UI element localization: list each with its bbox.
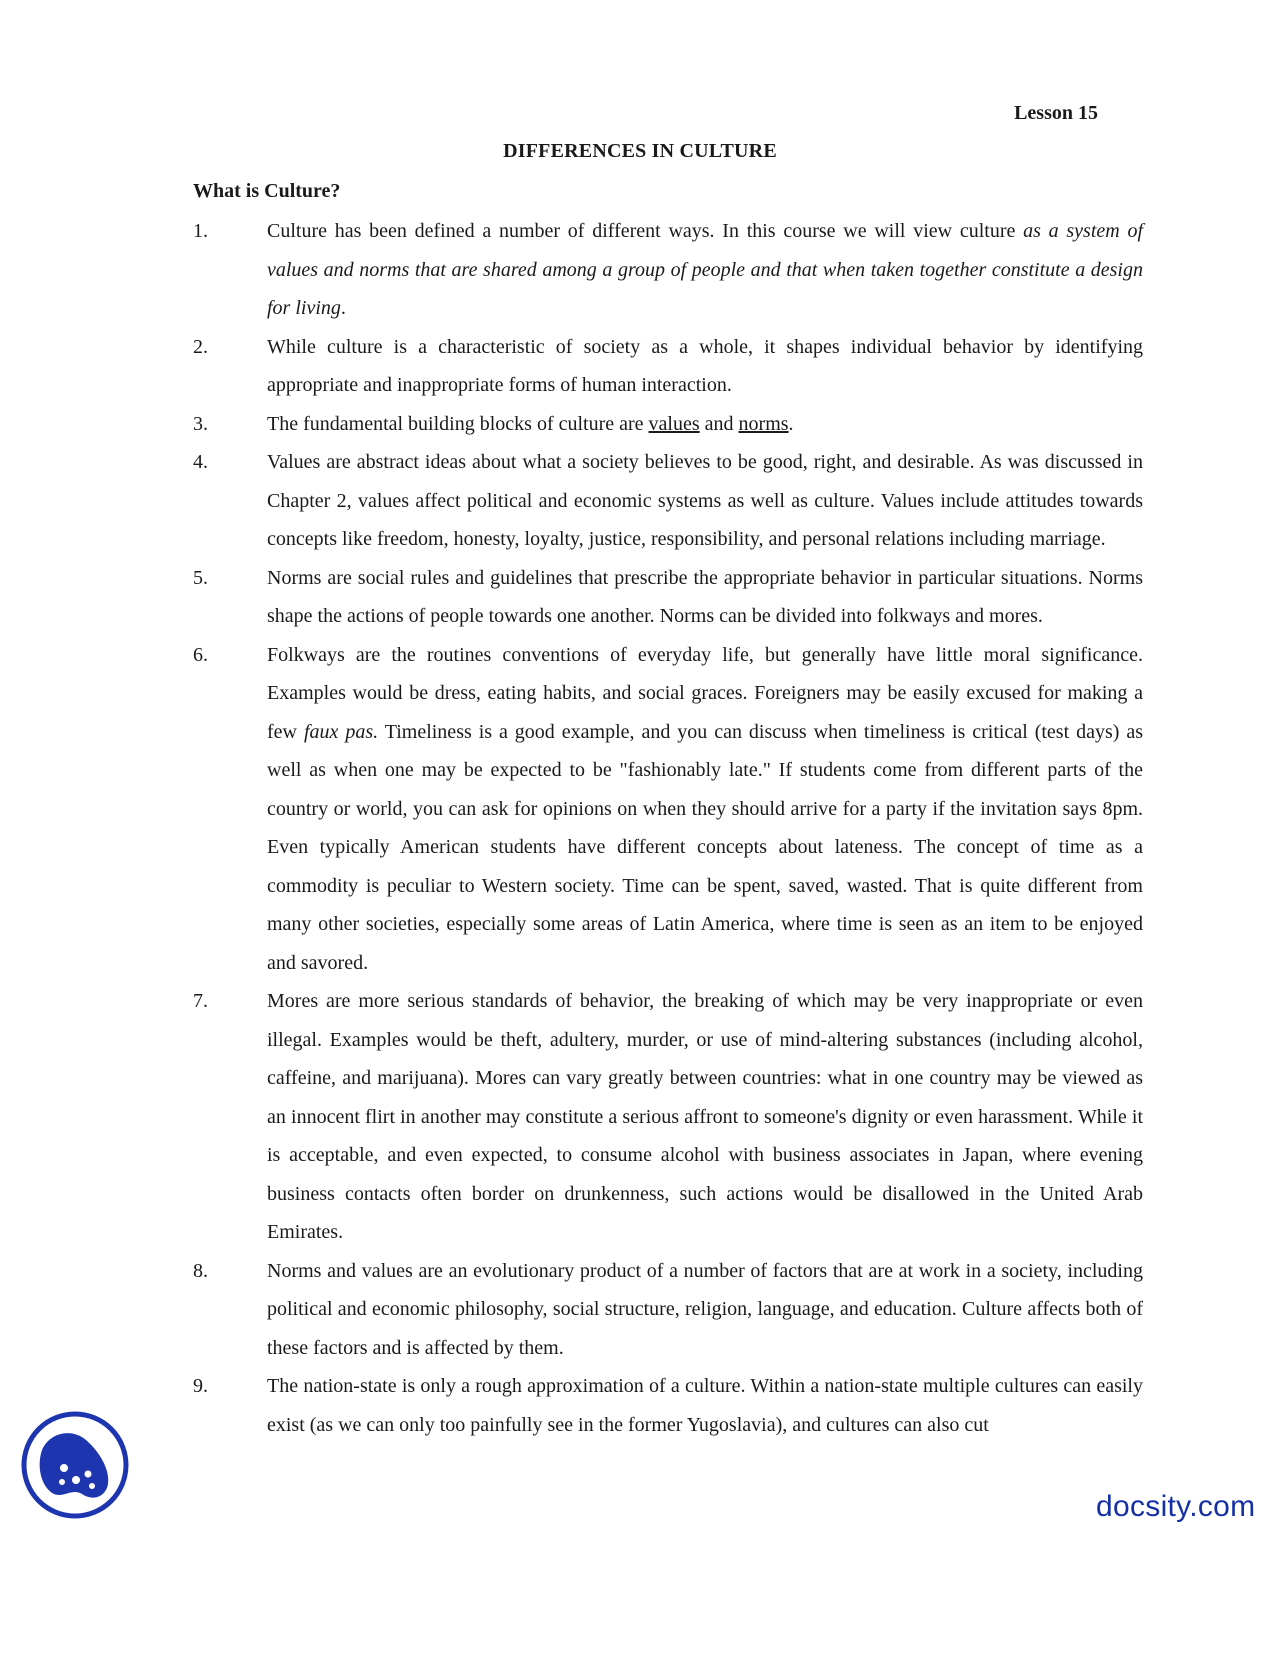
text-part: Culture has been defined a number of different ways. In this course we will view culture <box>267 220 1024 242</box>
list-text <box>267 636 1143 983</box>
list-item-3 <box>193 405 1143 444</box>
list-text: Mores are more serious standards of behavior, the breaking of which may be very inappropriate or even illegal. Examples would be theft, adultery, murder, or use of mind-altering substances (including alcohol, caffeine, and marijuana). Mores can vary greatly between countries: what in one country may be viewed as an innocent flirt in another may constitute a serious affront to someone's dignity or even harassment. While it is acceptable, and even expected, to consume alcohol with business associates in Japan, where evening business contacts often border on drunkenness, such actions would be disallowed in the United Arab Emirates. <box>267 990 1143 1243</box>
list-number: 3. <box>193 412 208 435</box>
list-number: 6. <box>193 643 208 666</box>
list-item-5 <box>193 559 1143 636</box>
list-item-8 <box>193 1252 1143 1368</box>
list-item-1 <box>193 212 1143 328</box>
text-part: Timeliness is a good example, and you can discuss when timeliness is critical (test days) as well as when one may be expected to be "fashionably late." If students come from different parts of the country or world, you can ask for opinions on when they should arrive for a party if the invitation says 8pm. Even typically American students have different concepts about lateness. The concept of time as a commodity is peculiar to Western society. Time can be spent, saved, wasted. That is quite different from many other societies, especially some areas of Latin America, where time is seen as an item to be enjoyed and savored. <box>267 720 1144 974</box>
numbered-list <box>193 212 1143 1444</box>
lesson-number: Lesson 15 <box>1014 102 1098 124</box>
italic-definition: as a system of values and norms that are shared among a group of people and that when taken together constitute a design for living <box>267 220 1144 319</box>
section-heading: What is Culture? <box>193 180 341 202</box>
list-item-7 <box>193 982 1143 1252</box>
text-part: Folkways are the routines conventions of everyday life, but generally have little moral significance. Examples would be dress, eating habits, and social graces. Foreigners may be easily excused for making a few <box>267 643 1143 743</box>
text-part: The fundamental building blocks of culture are <box>267 412 649 435</box>
underlined-term-values: values <box>648 412 700 435</box>
docsity-watermark[interactable]: docsity.com <box>1096 1490 1256 1523</box>
list-number: 4. <box>193 451 208 473</box>
list-number: 9. <box>193 1375 208 1397</box>
text-part: . <box>340 297 346 319</box>
text-part: and <box>699 412 739 435</box>
list-text: While culture is a characteristic of society as a whole, it shapes individual behavior by identifying appropriate and inappropriate forms of human interaction. <box>267 335 1143 396</box>
list-item-9 <box>193 1367 1143 1444</box>
list-number: 7. <box>193 990 208 1012</box>
list-text <box>267 405 1143 444</box>
docsity-logo-icon <box>20 1410 130 1520</box>
italic-term: faux pas. <box>303 720 379 743</box>
document-title: DIFFERENCES IN CULTURE <box>503 140 777 162</box>
list-number: 5. <box>193 566 208 589</box>
list-item-2 <box>193 328 1143 405</box>
list-text <box>267 212 1143 328</box>
list-item-6 <box>193 636 1143 983</box>
list-text: Values are abstract ideas about what a society believes to be good, right, and desirable. As was discussed in Chapter 2, values affect political and economic systems as well as culture. Values include attitudes towards concepts like freedom, honesty, loyalty, justice, responsibility, and personal relations including marriage. <box>267 451 1143 550</box>
list-number: 2. <box>193 335 208 358</box>
list-number: 1. <box>193 220 208 242</box>
underlined-term-norms: norms <box>738 412 789 435</box>
list-text: Norms are social rules and guidelines that prescribe the appropriate behavior in particular situations. Norms shape the actions of people towards one another. Norms can be divided into folkways and mores. <box>267 566 1143 627</box>
text-part: . <box>788 412 794 435</box>
list-item-4 <box>193 443 1143 559</box>
list-number: 8. <box>193 1259 208 1282</box>
list-text: The nation-state is only a rough approximation of a culture. Within a nation-state multiple cultures can easily exist (as we can only too painfully see in the former Yugoslavia), and cultures can also cut <box>267 1375 1143 1436</box>
list-text: Norms and values are an evolutionary product of a number of factors that are at work in a society, including political and economic philosophy, social structure, religion, language, and education. Culture affects both of these factors and is affected by them. <box>267 1259 1143 1359</box>
